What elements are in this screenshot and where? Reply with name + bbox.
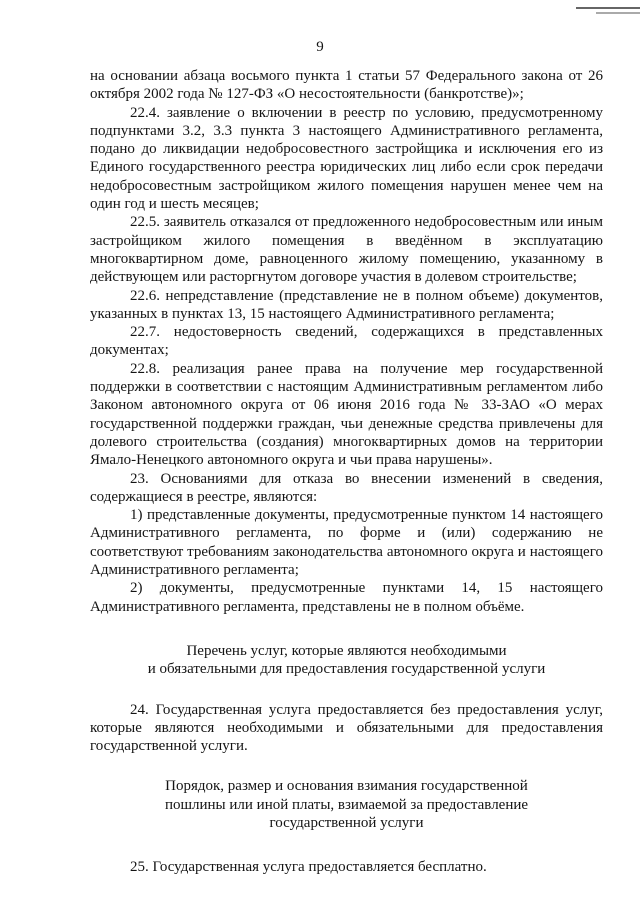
paragraph-continuation: на основании абзаца восьмого пункта 1 статьи 57 Федерального закона от 26 октября 2002 года № 127-ФЗ «О несостоятельности (банкротстве)»; <box>90 68 603 103</box>
heading-line: и обязательными для предоставления государственной услуги <box>147 661 546 678</box>
section-heading-fee <box>90 777 603 832</box>
section-heading-services <box>90 642 603 679</box>
paragraph-22-7: 22.7. недостоверность сведений, содержащихся в представленных документах; <box>90 324 603 359</box>
paragraph-22-5: 22.5. заявитель отказался от предложенного недобросовестным или иным застройщиком жилого помещения в введённом в эксплуатацию многоквартирном доме, равноценного жилому помещению, указанному в действующем или расторгнутом договоре участия в долевом строительстве; <box>90 214 603 286</box>
paragraph-23-item-1: 1) представленные документы, предусмотренные пунктом 14 настоящего Административного регламента, по форме и (или) содержанию не соответствуют требованиям законодательства автономного округа и настоящего Административного регламента; <box>90 507 603 579</box>
heading-line: государственной услуги <box>269 814 424 831</box>
heading-line: пошлины или иной платы, взимаемой за предоставление <box>164 796 529 813</box>
heading-line: Перечень услуг, которые являются необходимыми <box>186 642 507 659</box>
paragraph-22-6: 22.6. непредставление (представление не в полном объеме) документов, указанных в пунктах 13, 15 настоящего Административного регламента; <box>90 287 603 322</box>
paragraph-25: 25. Государственная услуга предоставляется бесплатно. <box>130 859 487 876</box>
document-body <box>90 67 603 877</box>
page-number: 9 <box>316 39 324 55</box>
corner-scan-mark <box>570 0 640 22</box>
paragraph-24: 24. Государственная услуга предоставляется без предоставления услуг, которые являются необходимыми и обязательными для предоставления государственной услуги. <box>90 701 603 755</box>
paragraph-22-4: 22.4. заявление о включении в реестр по условию, предусмотренному подпунктами 3.2, 3.3 пункта 3 настоящего Административного регламента, подано до ликвидации недобросовестного застройщика и исключения его из Единого государственного реестра юридических лиц либо если срок передачи недобросовестным застройщиком жилого помещения нарушен менее чем на один год и шесть месяцев; <box>90 104 603 213</box>
heading-line: Порядок, размер и основания взимания государственной <box>165 778 528 795</box>
paragraph-23-item-2: 2) документы, предусмотренные пунктами 14, 15 настоящего Административного регламента, представлены не в полном объёме. <box>90 580 603 615</box>
paragraph-22-8: 22.8. реализация ранее права на получение мер государственной поддержки в соответствии с настоящим Административным регламентом либо Законом автономного округа от 06 июня 2016 года № 33-ЗАО «О мерах государственной поддержки граждан, чьи денежные средства привлечены для долевого строительства (создания) многоквартирных домов на территории Ямало-Ненецкого автономного округа и чьи права нарушены». <box>90 360 603 469</box>
paragraph-23: 23. Основаниями для отказа во внесении изменений в сведения, содержащиеся в реестре, являются: <box>90 470 603 505</box>
